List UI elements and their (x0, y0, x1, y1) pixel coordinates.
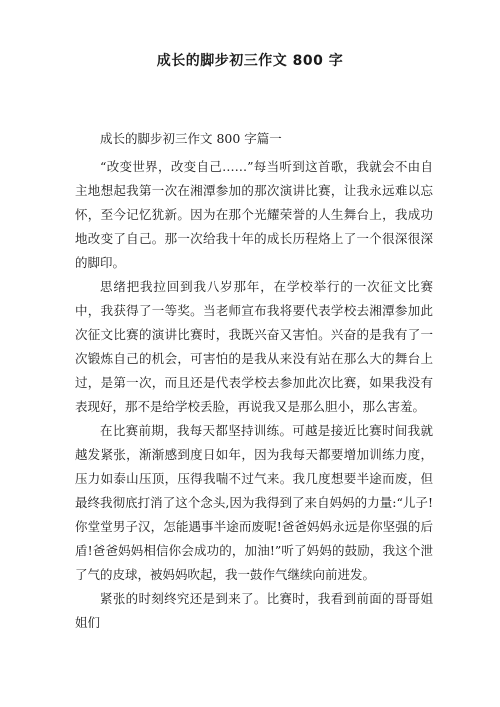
document-body (75, 155, 433, 635)
document-title: 成长的脚步初三作文 800 字 (156, 53, 344, 69)
paragraph-1: “改变世界，改变自己……”每当听到这首歌，我就会不由自主地想起我第一次在湘潭参加的那次演讲比赛，让我永远难以忘怀，至今记忆犹新。因为在那个光耀荣誉的人生舞台上，我成功地改变了自己。那一次给我十年的成长历程烙上了一个很深很深的脚印。 (75, 159, 433, 270)
paragraph-4: 紧张的时刻终究还是到来了。比赛时，我看到前面的哥哥姐姐们 (75, 591, 433, 630)
section-heading: 成长的脚步初三作文 800 字篇一 (100, 131, 282, 146)
paragraph-2: 思绪把我拉回到我八岁那年，在学校举行的一次征文比赛中，我获得了一等奖。当老师宣布我将要代表学校去湘潭参加此次征文比赛的演讲比赛时，我既兴奋又害怕。兴奋的是我有了一次锻炼自己的机会，可害怕的是我从来没有站在那么大的舞台上过，是第一次，而且还是代表学校去参加此次比赛，如果我没有表现好，那不是给学校丢脸，再说我又是那么胆小，那么害羞。 (75, 279, 433, 414)
paragraph-3: 在比赛前期，我每天都坚持训练。可越是接近比赛时间我就越发紧张，渐渐感到度日如年，因为我每天都要增加训练力度，压力如泰山压顶，压得我喘不过气来。我几度想要半途而废，但最终我彻底打消了这个念头,因为我得到了来自妈妈的力量:“儿子!你堂堂男子汉，怎能遇事半途而废呢!爸爸妈妈永远是你坚强的后盾!爸爸妈妈相信你会成功的，加油!”听了妈妈的鼓励，我这个泄了气的皮球，被妈妈吹起，我一鼓作气继续向前进发。 (75, 423, 433, 582)
